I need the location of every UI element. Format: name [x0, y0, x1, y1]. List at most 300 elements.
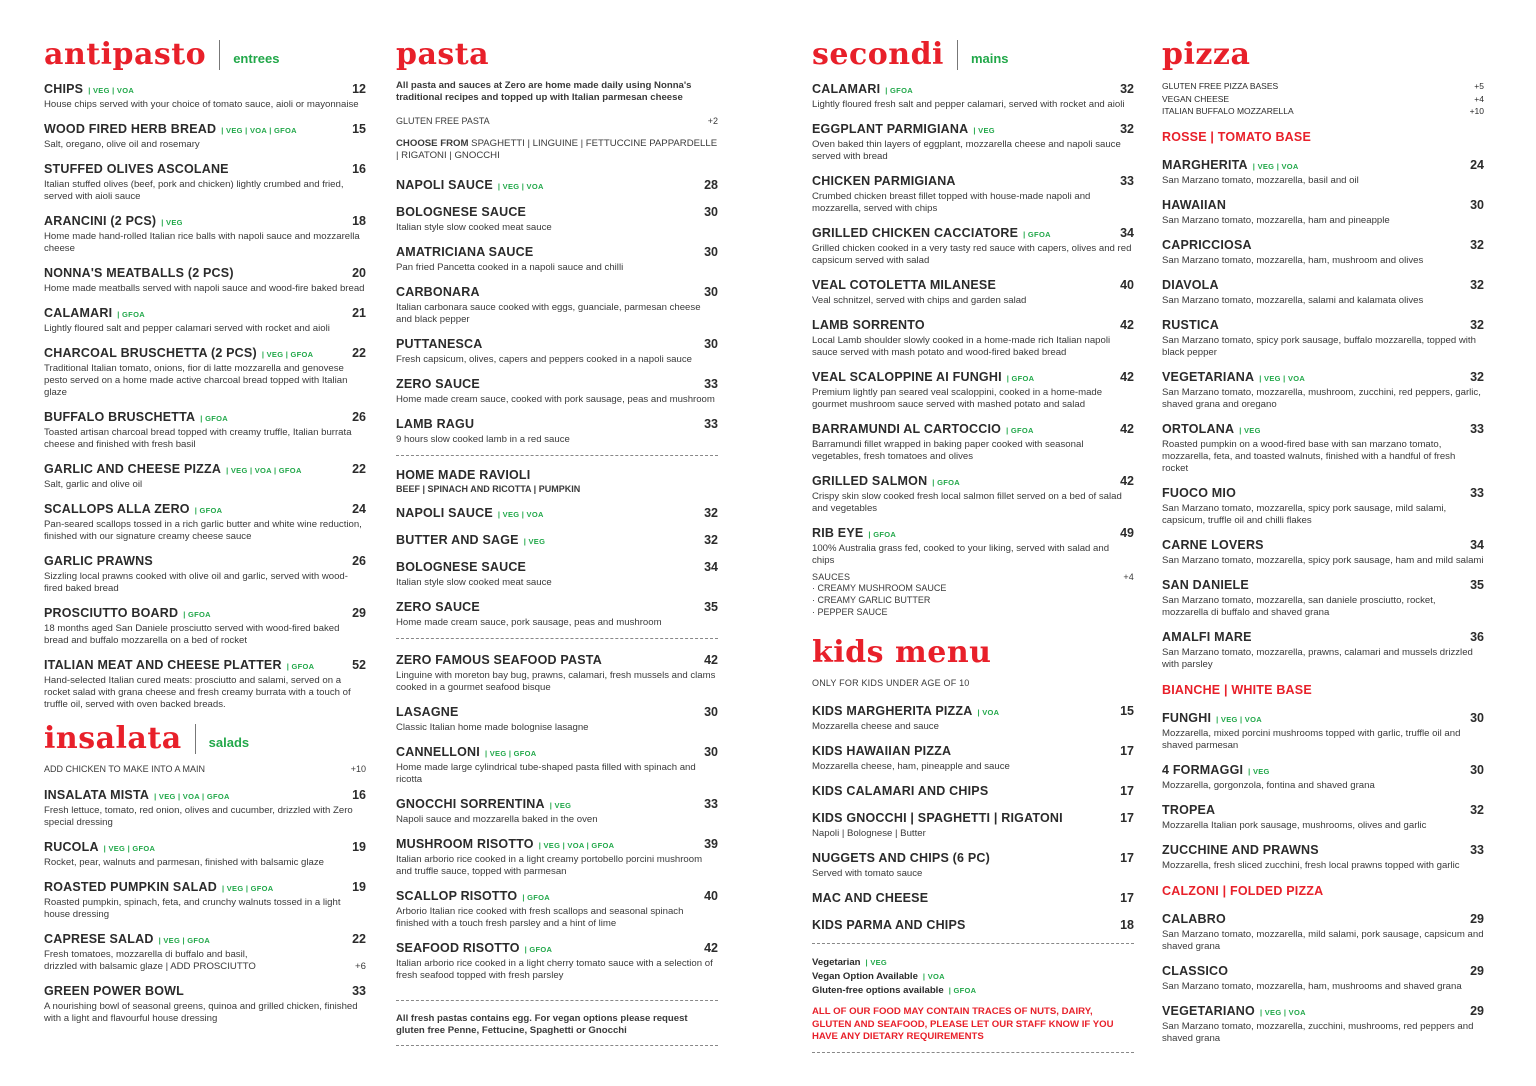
- item-title: [44, 264, 234, 282]
- item-description: San Marzano tomato, mozzarella, zucchini, mushrooms, red peppers and shaved grana: [1162, 1020, 1474, 1044]
- menu-item: [396, 531, 718, 549]
- item-price: 24: [352, 502, 366, 516]
- item-name: GREEN POWER BOWL: [44, 984, 185, 998]
- item-row: [1162, 276, 1484, 294]
- item-title: [44, 982, 184, 1000]
- calzoni-heading: CALZONI | FOLDED PIZZA: [1162, 883, 1324, 898]
- item-name: CALABRO: [1162, 911, 1226, 926]
- item-row: [812, 224, 1134, 242]
- item-name: SAN DANIELE: [1162, 577, 1249, 592]
- item-name: NONNA'S MEATBALLS (2 PCS): [44, 266, 234, 280]
- menu-item: [812, 782, 1134, 800]
- item-price: 30: [704, 245, 718, 259]
- item-price: 32: [1470, 369, 1484, 384]
- item-description: Pan-seared scallops tossed in a rich garlic butter and white wine reduction, finished with our signature creamy cheese sauce: [44, 519, 362, 542]
- item-description: Mozzarella cheese, ham, pineapple and sauce: [812, 761, 1010, 772]
- item-row: [396, 283, 718, 301]
- dietary-tags: | GFOA: [286, 662, 315, 671]
- dietary-tags: | GFOA: [1023, 230, 1051, 239]
- item-price: 42: [1120, 474, 1134, 488]
- menu-item: [812, 524, 1134, 567]
- item-description: San Marzano tomato, mozzarella, mild salami, pork sausage, capsicum and shaved grana: [1162, 928, 1484, 952]
- item-description: San Marzano tomato, mozzarella, ham, mushrooms and shaved grana: [1162, 980, 1462, 992]
- menu-item: [44, 460, 366, 491]
- secondi-list: [812, 80, 1134, 567]
- pasta-header: [396, 36, 718, 74]
- dietary-tags: | VEG | VOA | GFOA: [226, 466, 302, 475]
- item-price: 30: [704, 285, 718, 299]
- item-name: VEGETARIANA: [1162, 369, 1255, 384]
- legend-item: [812, 956, 1134, 970]
- dietary-tags: | VEG | VOA: [88, 86, 135, 95]
- rosse-heading: ROSSE | TOMATO BASE: [1162, 129, 1311, 144]
- item-title: [812, 224, 1051, 242]
- dietary-tags: | VEG | VOA: [1259, 373, 1306, 383]
- header-divider: [219, 40, 220, 70]
- item-title: [1162, 236, 1252, 254]
- dietary-tags: | VEG: [523, 537, 546, 546]
- insalata-header: [44, 720, 366, 758]
- item-name: NUGGETS AND CHIPS (6 PC): [812, 851, 990, 865]
- item-name: CAPRESE SALAD: [44, 932, 154, 946]
- calzoni-list: [1162, 910, 1484, 1045]
- item-price: 39: [704, 837, 718, 851]
- item-title: [396, 743, 537, 761]
- menu-item: [1162, 910, 1484, 953]
- item-name: ZERO FAMOUS SEAFOOD PASTA: [396, 653, 602, 667]
- kids-note: ONLY FOR KIDS UNDER AGE OF 10: [812, 678, 970, 688]
- menu-item: [1162, 420, 1484, 475]
- item-row: [812, 420, 1134, 438]
- item-title: [1162, 196, 1226, 214]
- item-name: PROSCIUTTO BOARD: [44, 606, 179, 620]
- legend-label: Gluten-free options available: [812, 985, 944, 996]
- item-title: [1162, 628, 1252, 646]
- addon-price: +10: [350, 764, 366, 774]
- item-name: CARNE LOVERS: [1162, 537, 1264, 552]
- item-name: BOLOGNESE SAUCE: [396, 205, 527, 219]
- menu-item: [44, 120, 366, 151]
- dietary-tags: | GFOA: [522, 893, 550, 902]
- item-title: [812, 316, 925, 334]
- item-description: San Marzano tomato, mozzarella, mushroom, zucchini, red peppers, garlic, shaved grana and oregano: [1162, 386, 1481, 410]
- item-name: CARBONARA: [396, 285, 480, 299]
- menu-item: [1162, 576, 1484, 619]
- item-description: Home made cream sauce, cooked with pork sausage, peas and mushroom: [396, 394, 715, 405]
- item-name: VEGETARIANO: [1162, 1003, 1255, 1018]
- item-price: 33: [704, 377, 718, 391]
- item-name: KIDS GNOCCHI | SPAGHETTI | RIGATONI: [812, 811, 1063, 825]
- item-title: [812, 120, 995, 138]
- item-price: 30: [704, 337, 718, 351]
- menu-item: [396, 835, 718, 878]
- item-row: [44, 120, 366, 138]
- dashed-divider: [812, 943, 1134, 944]
- menu-item: [44, 344, 366, 399]
- sauces-price: +4: [1123, 572, 1134, 582]
- item-price: 20: [352, 266, 366, 280]
- item-description: Fresh lettuce, tomato, red onion, olives and cucumber, drizzled with Zero special dressing: [44, 805, 353, 828]
- pizza-addon: [1162, 93, 1484, 106]
- menu-item: [44, 552, 366, 595]
- menu-item: [396, 283, 718, 326]
- dashed-divider: [396, 638, 718, 639]
- item-description: 18 months aged San Daniele prosciutto served with wood-fired baked bread and buffalo mozzarella on a bed of rocket: [44, 623, 340, 646]
- legend-item: [812, 970, 1134, 984]
- item-price: 33: [1470, 485, 1484, 500]
- item-row: [396, 335, 718, 353]
- pasta-choose: [396, 138, 718, 162]
- menu-item: [396, 651, 718, 694]
- menu-item: [396, 335, 718, 366]
- menu-item: [44, 500, 366, 543]
- item-price: 29: [1470, 911, 1484, 926]
- item-price: 34: [1120, 226, 1134, 240]
- dietary-tags: | VEG | VOA: [1252, 161, 1299, 171]
- item-row: [396, 203, 718, 221]
- item-title: [1162, 156, 1299, 174]
- menu-item: [396, 415, 718, 446]
- item-name: CLASSICO: [1162, 963, 1229, 978]
- item-description: Home made meatballs served with napoli sauce and wood-fire baked bread: [44, 283, 365, 294]
- menu-item: [44, 212, 366, 255]
- item-row: [396, 887, 718, 905]
- menu-item: [812, 420, 1134, 463]
- item-description: Veal schnitzel, served with chips and garden salad: [812, 295, 1027, 306]
- dietary-tags: | VEG: [1248, 766, 1270, 776]
- item-name: BOLOGNESE SAUCE: [396, 560, 527, 574]
- dashed-divider: [396, 1000, 718, 1001]
- item-description: San Marzano tomato, mozzarella, ham, mushroom and olives: [1162, 254, 1424, 266]
- item-description: Mozzarella, mixed porcini mushrooms topped with garlic, truffle oil and shaved parmesan: [1162, 727, 1461, 751]
- pasta-specials-list: [396, 651, 718, 982]
- ravioli-heading: [396, 468, 718, 495]
- insalata-addon: [44, 764, 366, 774]
- item-price: 15: [352, 122, 366, 136]
- item-name: NAPOLI SAUCE: [396, 506, 493, 520]
- rib-eye-sauces: [812, 572, 1134, 618]
- dietary-tags: | VEG | GFOA: [103, 844, 156, 853]
- item-name: VEAL COTOLETTA MILANESE: [812, 278, 997, 292]
- item-description: Pan fried Pancetta cooked in a napoli sauce and chilli: [396, 262, 624, 273]
- item-row: [396, 504, 718, 522]
- item-title: [396, 558, 526, 576]
- item-row: [396, 703, 718, 721]
- dietary-tags: | GFOA: [868, 530, 897, 539]
- item-price: 32: [1120, 82, 1134, 96]
- item-row: [1162, 962, 1484, 980]
- item-row: [44, 80, 366, 98]
- item-row: [396, 243, 718, 261]
- item-price: 29: [352, 606, 366, 620]
- menu-item: [812, 316, 1134, 359]
- item-name: GNOCCHI SORRENTINA: [396, 797, 545, 811]
- menu-item: [44, 80, 366, 111]
- dietary-tags: | VEG: [1239, 425, 1261, 435]
- menu-item: [44, 408, 366, 451]
- dietary-tags: | VEG | GFOA: [158, 936, 211, 945]
- item-title: [1162, 316, 1219, 334]
- choose-options: SPAGHETTI | LINGUINE | FETTUCCINE PAPPARDELLE | RIGATONI | GNOCCHI: [396, 138, 718, 161]
- item-name: AMATRICIANA SAUCE: [396, 245, 534, 259]
- item-price: 29: [1470, 963, 1484, 978]
- item-price: 32: [704, 533, 718, 547]
- menu-item: [44, 304, 366, 335]
- menu-item: [1162, 536, 1484, 567]
- menu-item: [812, 80, 1134, 111]
- item-name: SEAFOOD RISOTTO: [396, 941, 520, 955]
- item-row: [44, 344, 366, 362]
- item-description: Lightly floured salt and pepper calamari served with rocket and aioli: [44, 323, 330, 334]
- item-name: RIB EYE: [812, 526, 864, 540]
- item-price: 49: [1120, 526, 1134, 540]
- item-price: 17: [1120, 744, 1134, 758]
- item-description: Home made cream sauce, pork sausage, peas and mushroom: [396, 617, 662, 628]
- dietary-tags: | VEG | VOA | GFOA: [154, 792, 230, 801]
- dietary-tags: | GFOA: [1006, 374, 1035, 383]
- item-price: 22: [352, 462, 366, 476]
- item-price: 22: [352, 346, 366, 360]
- addon-price: +2: [707, 116, 718, 126]
- item-name: CHIPS: [44, 82, 84, 96]
- item-row: [396, 375, 718, 393]
- item-row: [44, 460, 366, 478]
- item-name: ROASTED PUMPKIN SALAD: [44, 880, 217, 894]
- item-title: [1162, 276, 1219, 294]
- item-price: 42: [1120, 318, 1134, 332]
- item-name: KIDS MARGHERITA PIZZA: [812, 704, 973, 718]
- item-price: 19: [352, 880, 366, 894]
- kids-title: kids menu: [812, 635, 992, 670]
- dietary-tags: | GFOA: [117, 310, 145, 319]
- item-row: [812, 172, 1134, 190]
- antipasto-header: [44, 36, 366, 74]
- item-row: [812, 809, 1134, 827]
- kids-header: [812, 634, 1134, 672]
- addon-label: GLUTEN FREE PASTA: [396, 116, 490, 126]
- item-title: [812, 849, 990, 867]
- pasta-intro: All pasta and sauces at Zero are home made daily using Nonna's traditional recipes and topped up with Italian parmesan cheese: [396, 80, 692, 103]
- menu-item: [396, 504, 718, 522]
- item-price: 15: [1120, 704, 1134, 718]
- item-row: [396, 415, 718, 433]
- addon-label: GLUTEN FREE PIZZA BASES: [1162, 81, 1279, 91]
- dietary-legend: [812, 956, 1134, 1044]
- dietary-tags: | GFOA: [885, 86, 913, 95]
- item-title: [396, 531, 545, 549]
- item-row: [812, 80, 1134, 98]
- item-row: [44, 604, 366, 622]
- item-name: KIDS PARMA AND CHIPS: [812, 918, 966, 932]
- item-title: [812, 172, 956, 190]
- item-title: [1162, 910, 1226, 928]
- item-row: [44, 304, 366, 322]
- item-description: San Marzano tomato, mozzarella, basil and oil: [1162, 174, 1359, 186]
- item-title: [44, 344, 313, 362]
- menu-item: [1162, 801, 1484, 832]
- menu-item: [1162, 962, 1484, 993]
- item-name: GARLIC AND CHEESE PIZZA: [44, 462, 222, 476]
- addon-label: ITALIAN BUFFALO MOZZARELLA: [1162, 106, 1294, 116]
- item-title: [1162, 801, 1215, 819]
- menu-item: [1162, 276, 1484, 307]
- dietary-tags: | VEG: [161, 218, 183, 227]
- item-title: [1162, 420, 1261, 438]
- menu-item: [396, 743, 718, 786]
- addon-price: +4: [1474, 93, 1484, 104]
- item-row: [44, 500, 366, 518]
- item-price: 21: [352, 306, 366, 320]
- pizza-header: [1162, 36, 1484, 74]
- menu-item: [1162, 761, 1484, 792]
- column-1: [44, 36, 366, 1034]
- item-title: [1162, 368, 1305, 386]
- item-price: 17: [1120, 784, 1134, 798]
- item-title: [396, 651, 602, 669]
- item-title: [812, 702, 999, 720]
- item-row: [812, 782, 1134, 800]
- item-title: [44, 604, 211, 622]
- item-description: Mozzarella, gorgonzola, fontina and shaved grana: [1162, 779, 1375, 791]
- item-name: ZUCCHINE AND PRAWNS: [1162, 842, 1319, 857]
- dietary-tags: | GFOA: [200, 414, 228, 423]
- item-price: 33: [1470, 421, 1484, 436]
- item-price: 28: [704, 178, 718, 192]
- item-title: [812, 420, 1034, 438]
- item-row: [44, 160, 366, 178]
- item-row: [812, 276, 1134, 294]
- item-price: 33: [1120, 174, 1134, 188]
- item-row: [1162, 156, 1484, 174]
- menu-item: [812, 889, 1134, 907]
- item-row: [44, 838, 366, 856]
- item-description: 9 hours slow cooked lamb in a red sauce: [396, 434, 570, 445]
- item-description: Roasted pumpkin on a wood-fired base with san marzano tomato, mozzarella, feta, and toasted walnuts, finished with a handful of fresh rocket: [1162, 438, 1456, 474]
- item-price: 35: [1470, 577, 1484, 592]
- item-description: Napoli sauce and mozzarella baked in the oven: [396, 814, 598, 825]
- item-title: [396, 243, 533, 261]
- item-description: Italian style slow cooked meat sauce: [396, 577, 552, 588]
- ravioli-name: HOME MADE RAVIOLI: [396, 468, 531, 482]
- menu-item: [44, 656, 366, 711]
- menu-item: [812, 849, 1134, 880]
- item-price: 40: [1120, 278, 1134, 292]
- item-name: 4 FORMAGGI: [1162, 762, 1244, 777]
- menu-item: [1162, 196, 1484, 227]
- item-title: [44, 212, 183, 230]
- dietary-tags: | VEG | GFOA: [221, 884, 274, 893]
- item-row: [812, 368, 1134, 386]
- item-title: [396, 703, 459, 721]
- item-description: Rocket, pear, walnuts and parmesan, finished with balsamic glaze: [44, 857, 324, 868]
- addon-price: +10: [1469, 106, 1484, 116]
- antipasto-list: [44, 80, 366, 711]
- addon-label: ADD CHICKEN TO MAKE INTO A MAIN: [44, 764, 206, 774]
- item-price: 32: [1470, 317, 1484, 332]
- item-title: [44, 552, 153, 570]
- item-price: 30: [704, 705, 718, 719]
- allergy-warning: ALL OF OUR FOOD MAY CONTAIN TRACES OF NUTS, DAIRY, GLUTEN AND SEAFOOD, PLEASE LET OUR STAFF KNOW IF YOU HAVE ANY DIETARY REQUIREMENTS: [812, 1006, 1114, 1042]
- secondi-subtitle: mains: [970, 50, 1009, 66]
- menu-item: [1162, 236, 1484, 267]
- item-description: Mozzarella, fresh sliced zucchini, fresh local prawns topped with garlic: [1162, 859, 1460, 871]
- item-description: Arborio Italian rice cooked with fresh scallops and seasonal spinach finished with a touch fresh parsley and a hint of lime: [396, 906, 684, 929]
- item-description: Roasted pumpkin, spinach, feta, and crunchy walnuts tossed in a light house dressing: [44, 897, 341, 920]
- menu-item: [396, 176, 718, 194]
- extra-price: +6: [355, 961, 366, 972]
- item-description: Crumbed chicken breast fillet topped with house-made napoli and mozzarella, served with chips: [812, 191, 1091, 214]
- column-2: [396, 36, 718, 1046]
- dietary-tags: | GFOA: [194, 506, 223, 515]
- item-description: Premium lightly pan seared veal scaloppini, cooked in a home-made gourmet mushroom sauce served with mashed potato and salad: [812, 387, 1103, 410]
- column-4: [1162, 36, 1484, 1054]
- menu-item: [44, 160, 366, 203]
- item-title: [1162, 536, 1264, 554]
- item-title: [812, 782, 988, 800]
- item-description: San Marzano tomato, mozzarella, san daniele prosciutto, rocket, mozzarella di buffalo and shaved grana: [1162, 594, 1436, 618]
- legend-label: Vegetarian: [812, 957, 861, 968]
- item-title: [44, 160, 229, 178]
- item-row: [1162, 761, 1484, 779]
- item-description: Oven baked thin layers of eggplant, mozzarella cheese and napoli sauce served with bread: [812, 139, 1121, 162]
- item-name: DIAVOLA: [1162, 277, 1219, 292]
- item-title: [396, 375, 480, 393]
- item-title: [44, 304, 145, 322]
- item-title: [396, 283, 480, 301]
- item-title: [396, 415, 474, 433]
- item-price: 32: [1470, 237, 1484, 252]
- item-row: [812, 316, 1134, 334]
- ravioli-options: BEEF | SPINACH AND RICOTTA | PUMPKIN: [396, 484, 581, 494]
- item-price: 30: [1470, 197, 1484, 212]
- item-price: 17: [1120, 811, 1134, 825]
- item-title: [396, 504, 544, 522]
- item-price: 42: [1120, 422, 1134, 436]
- item-description: Mozzarella cheese and sauce: [812, 721, 939, 732]
- item-name: ARANCINI (2 PCS): [44, 214, 157, 228]
- item-row: [812, 889, 1134, 907]
- item-row: [1162, 709, 1484, 727]
- menu-item: [396, 203, 718, 234]
- item-price: 35: [704, 600, 718, 614]
- item-description: Sizzling local prawns cooked with olive oil and garlic, served with wood-fired baked bread: [44, 571, 348, 594]
- item-price: 30: [704, 205, 718, 219]
- item-description: Classic Italian home made bolognise lasagne: [396, 722, 589, 733]
- item-description: Toasted artisan charcoal bread topped with creamy truffle, Italian burrata cheese and finished with fresh basil: [44, 427, 352, 450]
- item-price: 33: [352, 984, 366, 998]
- item-row: [44, 212, 366, 230]
- item-row: [44, 930, 366, 948]
- menu-item: [812, 742, 1134, 773]
- pasta-title: pasta: [396, 37, 490, 72]
- pizza-addon: [1162, 105, 1484, 118]
- item-title: [396, 939, 552, 957]
- item-name: MUSHROOM RISOTTO: [396, 837, 534, 851]
- item-description: San Marzano tomato, mozzarella, spicy pork sausage, mild salami, capsicum, truffle oil and chilli flakes: [1162, 502, 1447, 526]
- item-row: [1162, 420, 1484, 438]
- item-description: San Marzano tomato, mozzarella, prawns, calamari and mussels drizzled with parsley: [1162, 646, 1473, 670]
- menu-item: [812, 809, 1134, 840]
- item-row: [44, 408, 366, 426]
- menu-item: [1162, 316, 1484, 359]
- item-title: [44, 408, 228, 426]
- menu-item: [44, 786, 366, 829]
- item-description: 100% Australia grass fed, cooked to your liking, served with salad and chips: [812, 543, 1110, 566]
- item-price: 33: [704, 417, 718, 431]
- item-name: STUFFED OLIVES ASCOLANE: [44, 162, 229, 176]
- menu-item: [44, 982, 366, 1025]
- choose-label: CHOOSE FROM: [396, 138, 469, 149]
